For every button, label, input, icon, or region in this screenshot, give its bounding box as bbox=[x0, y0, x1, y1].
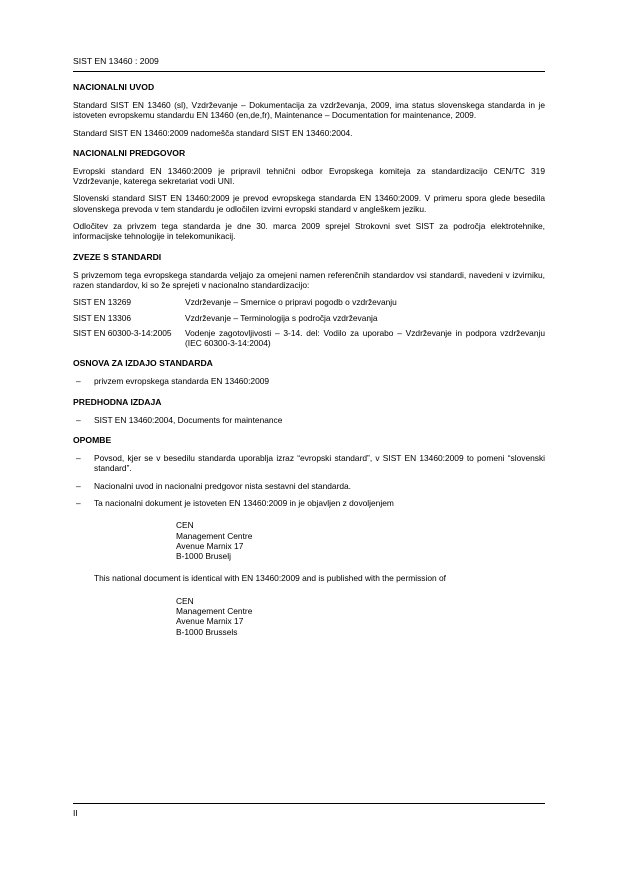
reference-list bbox=[73, 297, 545, 348]
address-block-en bbox=[176, 596, 545, 637]
address-line: Avenue Marnix 17 bbox=[176, 616, 244, 627]
reference-row bbox=[73, 328, 545, 349]
paragraph: Evropski standard EN 13460:2009 je pripravil tehnični odbor Evropskega komiteja za standardizacijo CEN/TC 319 Vzdrževanje, katerega sekretariat vodi UNI. bbox=[73, 165, 545, 187]
heading-nacionalni-predgovor: NACIONALNI PREDGOVOR bbox=[73, 147, 186, 158]
heading-nacionalni-uvod: NACIONALNI UVOD bbox=[73, 82, 155, 92]
list-item: – Nacionalni uvod in nacionalni predgovor nista sestavni del standarda. bbox=[73, 481, 545, 491]
heading-zveze-s-standardi: ZVEZE S STANDARDI bbox=[73, 251, 162, 262]
address-block-sl bbox=[176, 520, 545, 561]
address-line: B-1000 Bruselj bbox=[176, 551, 231, 562]
address-line: CEN bbox=[176, 595, 194, 606]
paragraph: Slovenski standard SIST EN 13460:2009 je prevod evropskega standarda EN 13460:2009. V primeru spora glede besedila slovenskega prevoda v tem standardu je odločilen izvirni evropski standard v angleškem jeziku. bbox=[73, 193, 545, 214]
opombe-list bbox=[73, 453, 545, 508]
list-item: – SIST EN 13460:2004, Documents for maintenance bbox=[73, 415, 545, 425]
address-line: Management Centre bbox=[176, 530, 253, 541]
osnova-list bbox=[73, 376, 545, 386]
english-note: This national document is identical with EN 13460:2009 and is published with the permission of bbox=[94, 573, 446, 584]
paragraph: Standard SIST EN 13460 (sl), Vzdrževanje – Dokumentacija za vzdrževanja, 2009, ima status slovenskega standarda in je istoveten evropskemu standardu EN 13460 (en,de,fr), Maintenance – Documentation for maintenance, 2009. bbox=[73, 100, 545, 121]
paragraph: S privzemom tega evropskega standarda veljajo za omejeni namen referenčnih standardov vsi standardi, navedeni v izvirniku, razen standardov, ki so že sprejeti v nacionalno standardizacijo: bbox=[73, 269, 545, 290]
document-page bbox=[73, 56, 545, 649]
running-header: SIST EN 13460 : 2009 bbox=[73, 56, 545, 72]
list-item: – Ta nacionalni dokument je istoveten EN 13460:2009 in je objavljen z dovoljenjem bbox=[73, 498, 545, 508]
reference-row bbox=[73, 313, 545, 323]
heading-osnova: OSNOVA ZA IZDAJO STANDARDA bbox=[73, 358, 213, 369]
paragraph: Standard SIST EN 13460:2009 nadomešča standard SIST EN 13460:2004. bbox=[73, 127, 353, 138]
address-line: B-1000 Brussels bbox=[176, 626, 238, 637]
footer-rule bbox=[73, 803, 545, 804]
reference-title: Vodenje zagotovljivosti – 3-14. del: Vodilo za uporabo – Vzdrževanje in podpora vzdrževanju (IEC 60300-3-14:2004) bbox=[185, 327, 545, 349]
reference-row bbox=[73, 297, 545, 307]
reference-code: SIST EN 60300-3-14:2005 bbox=[73, 327, 172, 338]
reference-title: Vzdrževanje – Terminologija s področja vzdrževanja bbox=[185, 312, 378, 323]
heading-opombe: OPOMBE bbox=[73, 435, 112, 446]
address-line: CEN bbox=[176, 520, 194, 531]
address-line: Management Centre bbox=[176, 606, 253, 617]
list-item: – privzem evropskega standarda EN 13460:2009 bbox=[73, 376, 545, 386]
reference-code: SIST EN 13269 bbox=[73, 297, 132, 308]
page-number: II bbox=[73, 808, 78, 818]
predhodna-list bbox=[73, 415, 545, 425]
heading-predhodna-izdaja: PREDHODNA IZDAJA bbox=[73, 396, 162, 407]
paragraph: Odločitev za privzem tega standarda je dne 30. marca 2009 sprejel Strokovni svet SIST za področja elektrotehnike, informacijske tehnologije in telekomunikacij. bbox=[73, 221, 545, 242]
address-line: Avenue Marnix 17 bbox=[176, 540, 244, 551]
list-item: – Povsod, kjer se v besedilu standarda uporablja izraz “evropski standard”, v SIST EN 13460:2009 to pomeni “slovenski standard”. bbox=[73, 453, 545, 474]
reference-code: SIST EN 13306 bbox=[73, 312, 132, 323]
reference-title: Vzdrževanje – Smernice o pripravi pogodb o vzdrževanju bbox=[185, 297, 397, 308]
